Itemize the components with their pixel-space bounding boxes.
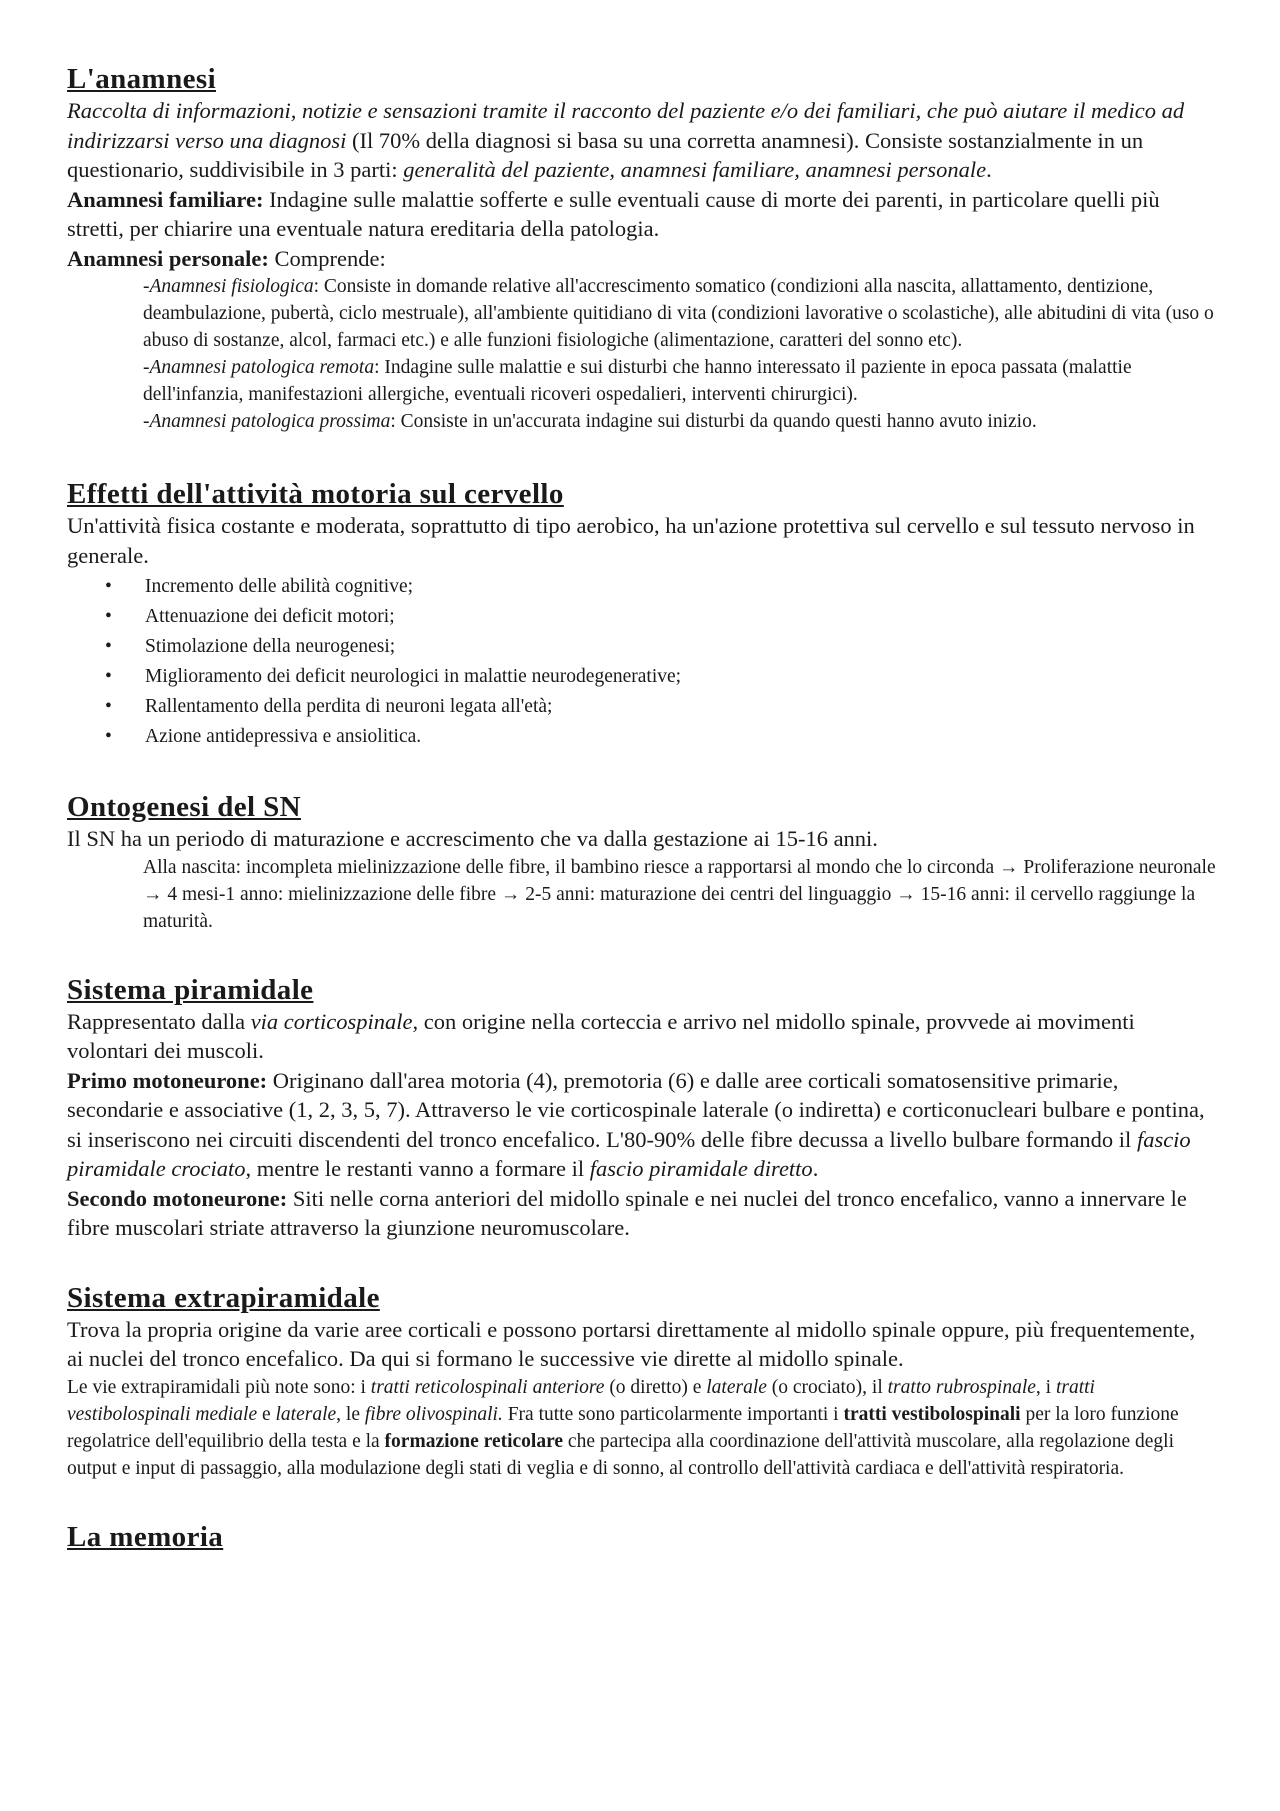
primo-motoneurone: Primo motoneurone: Originano dall'area motoria (4), premotoria (6) e dalle aree corticali somatosensitive primarie, secondarie e associative (1, 2, 3, 5, 7). Attraverso le vie corticospinale laterale (o indiretta) e corticonucleari bulbare e pontina, si inseriscono nei circuiti discendenti del tronco encefalico. L'80-90% delle fibre decussa a livello bulbare formando il fascio piramidale crociato, mentre le restanti vanno a formare il fascio piramidale diretto. [67,1067,1205,1181]
anamnesi-personale: Anamnesi personale: Comprende: [67,245,386,271]
extrapiramidale-intro: Trova la propria origine da varie aree corticali e possono portarsi direttamente al midollo spinale oppure, più frequentemente, ai nuclei del tronco encefalico. Da qui si formano le successive vie dirette al midollo spinale. [67,1316,1196,1371]
section-title-ontogenesi: Ontogenesi del SN [67,791,301,823]
anamnesi-fisiologica: -Anamnesi fisiologica: Consiste in domande relative all'accrescimento somatico (condizioni alla nascita, allattamento, dentizione, deambulazione, pubertà, ciclo mestruale), all'ambiente quitidiano di vita (condizioni lavorative o scolastiche), alle abitudini di vita (uso o abuso di sostanze, alcol, farmaci etc.) e alle funzioni fisiologiche (alimentazione, caratteri del sonno etc). [143,276,1214,351]
list-item: • Azione antidepressiva e ansiolitica. [105,726,422,747]
anamnesi-intro: Raccolta di informazioni, notizie e sensazioni tramite il racconto del paziente e/o dei familiari, che può aiutare il medico ad indirizzarsi verso una diagnosi (Il 70% della diagnosi si basa su una corretta anamnesi). Consiste sostanzialmente in un questionario, suddivisibile in 3 parti: generalità del paziente, anamnesi familiare, anamnesi personale. [67,98,1185,182]
section-title-anamnesi: L'anamnesi [67,63,217,95]
section-title-extrapiramidale: Sistema extrapiramidale [67,1281,380,1314]
extrapiramidale-detail: Le vie extrapiramidali più note sono: i tratti reticolospinali anteriore (o diretto) e laterale (o crociato), il tratto rubrospinale, i tratti vestibolospinali mediale e laterale, le fibre olivospinali. Fra tutte sono particolarmente importanti i tratti vestibolospinali per la loro funzione regolatrice dell'equilibrio della testa e la formazione reticolare che partecipa alla coordinazione dell'attività muscolare, alla regolazione degli output e input di passaggio, alla modulazione degli stati di veglia e di sonno, al controllo dell'attività cardiaca e dell'attività respiratoria. [67,1376,1179,1479]
attivita-intro: Un'attività fisica costante e moderata, soprattutto di tipo aerobico, ha un'azione protettiva sul cervello e sul tessuto nervoso in generale. [67,513,1195,568]
section-title-piramidale: Sistema piramidale [67,973,314,1006]
ontogenesi-intro: Il SN ha un periodo di maturazione e accrescimento che va dalla gestazione ai 15-16 anni. [67,826,878,851]
effects-list [67,572,1217,752]
anamnesi-familiare: Anamnesi familiare: Indagine sulle malattie sofferte e sulle eventuali cause di morte dei parenti, in particolare quelli più stretti, per chiarire una eventuale natura ereditaria della patologia. [67,186,1160,241]
list-item: • Rallentamento della perdita di neuroni legata all'età; [105,696,553,717]
list-item: • Stimolazione della neurogenesi; [105,636,396,657]
ontogenesi-detail: Alla nascita: incompleta mielinizzazione delle fibre, il bambino riesce a rapportarsi al mondo che lo circonda → Proliferazione neuronale → 4 mesi-1 anno: mielinizzazione delle fibre → 2-5 anni: maturazione dei centri del linguaggio → 15-16 anni: il cervello raggiunge la maturità. [143,856,1216,932]
list-item: • Attenuazione dei deficit motori; [105,606,395,627]
anamnesi-prossima: -Anamnesi patologica prossima: Consiste in un'accurata indagine sui disturbi da quando questi hanno avuto inizio. [143,411,1037,432]
section-title-memoria: La memoria [67,1520,224,1553]
secondo-motoneurone: Secondo motoneurone: Siti nelle corna anteriori del midollo spinale e nei nuclei del tronco encefalico, vanno a innervare le fibre muscolari striate attraverso la giunzione neuromuscolare. [67,1185,1187,1240]
section-title-attivita-motoria: Effetti dell'attività motoria sul cervello [67,478,564,510]
document-page [67,62,1217,1554]
list-item: • Miglioramento dei deficit neurologici in malattie neurodegenerative; [105,666,682,687]
anamnesi-remota: -Anamnesi patologica remota: Indagine sulle malattie e sui disturbi che hanno interessato il paziente in epoca passata (malattie dell'infanzia, manifestazioni allergiche, eventuali ricoveri ospedalieri, interventi chirurgici). [143,357,1132,405]
list-item: • Incremento delle abilità cognitive; [105,576,414,597]
piramidale-intro: Rappresentato dalla via corticospinale, con origine nella corteccia e arrivo nel midollo spinale, provvede ai movimenti volontari dei muscoli. [67,1008,1135,1063]
